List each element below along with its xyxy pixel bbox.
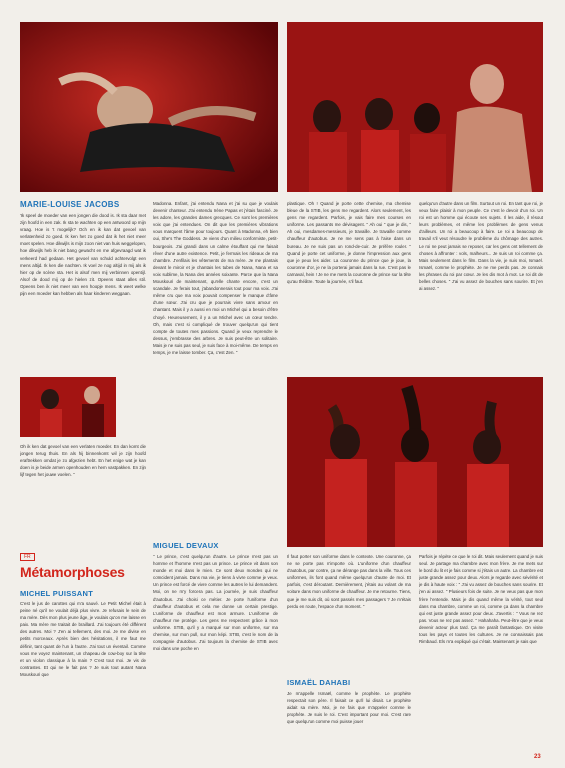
text-col4-bottom: Parfois je répète ce que le roi dit. Mais seulement quand je suis seul. Je partage ma chambre avec mon frère. Je me mets sur le bord du lit et je fais comme si j'étais un autre. La chambre est juste grande assez pour deux. Alors je regarde avec sévérité et je dis à haute voix : " J'ai vu assez de bouches sans sourire. Et j'en ai assez. " Plusieurs fois de suite. Je ne veux pas que mon frère l'entende. Mais je dis quand même la vérité, tout seul dans ma chambre, comme un roi, comme ça dans la chambre qui est juste grande assez pour deux. J'avertis : " Vous ne rez pas. Vous ne rez pas assez. " Hahahaha. Peut-être que je veux devenir acteur plus tard. Ça me paraît fantastique. On visite tous les pays et toutes les cultures. Je ne connaissais pas Rimbaud. Els m'a expliqué qui c'était. Maintenant je sais que bbox=[419, 554, 543, 645]
heading-marie-louise: MARIE-LOUISE JACOBS bbox=[20, 200, 120, 209]
rubric-badge: FR bbox=[20, 553, 35, 561]
photo-group-four bbox=[287, 22, 543, 192]
text-col4-top: quelqu'un d'autre dans un film. Surtout un roi. En tant que roi, je veux faire plaisir à mon peuple. Ce c'est le devoir d'un roi. Un roi est un homme qui écoute ses sujets. Il les aide, il résout leurs problèmes, et même les problèmes de gens venus d'ailleurs. Un roi a beaucoup à faire. Le roi a beaucoup de travail s'il veut résoudre le problème du chômage des autres. Le roi ne peut jamais se reposer, car les gens ont tellement de choses à affronter : vols, malheurs... Je suis un roi comme ça. Mais seulement dans le film. Dans la vie, je suis moi, Ismaël. Ismaël, comme le prophète. Je ne me perds pas. Je connais les phrases du roi par cœur. Je les dis mot à mot. Le roi dit de belles choses. " J'ai vu assez de bouches sans sourire. Et j'en ai assez. " bbox=[419, 201, 543, 292]
photo-man-lying-image bbox=[20, 22, 278, 192]
heading-ismael: ISMAËL DAHABI bbox=[287, 678, 351, 687]
heading-michel-puissant: MICHEL PUISSANT bbox=[20, 589, 94, 598]
photo-three-women-image bbox=[287, 377, 543, 547]
text-col3-bottom: Il faut porter son uniforme dans le contexte. Une couronne, ça ne se porte pas n'importe où. L'uniforme d'un chauffeur d'autobus, par contre, ça ne dérange pas dans la ville. Tous ces uniformes, ils font quand même quelqu'un d'autre de moi. Et parfois, c'est déroutant. Dernièrement, j'étais au volant de ma voiture dans mon uniforme de chauffeur. Je me retourne. Tiens, que je me suis dit, où sont passés mes passagers ? Je m'étais perdu en route, l'espace d'un moment. " bbox=[287, 554, 411, 609]
photo-man-lying bbox=[20, 22, 278, 192]
text-michel-puissant: C'est le jus de carottes qui m'a sauvé. Le Petit Michel était à peine né qu'il ne voulait déjà plus vivre. Je refusais le sein de ma mère. Dès mon plus jeune âge, je voulais qu'on me laisse en paix. Ma mère me traitait de braillard. J'ai toujours été différent des autres. Moi ? J'en ai tellement, des moi. Je me divise en petits morceaux. Après bien des hésitations, il me faut me définir, tant quant de l'un à l'autre. J'ai tout un éventail. Comme vous me voyez maintenant, un chapeau de cow-boy sur la tête et un violon classique à la main ? C'est tout moi. Je vis de contrastes. Et qui ne le fait pas ? Je suis tout autant Nana Mouskouri que bbox=[20, 601, 146, 677]
text-col3-top: plastique. Oh ! Quand je porte cette chemise, ma chemise bleue de la STIB, les gens me regardent. Alors seulement, les gens me regardent. Parfois, je vais faire mes courses en uniforme. Les passants me dévisagent. " Ah oui " que je dis, " Ah oui, mesdames-messieurs, je travaille. Je travaille comme chauffeur d'autobus. Je ne me sens pas à l'aise dans un bureau. Je ne suis pas un rond-de-cuir. Je préfère rouler. " Quand je porte cet uniforme, je donne l'impression aux gens que je peux les aider. La couronne du prince que je joue, la couronne d'or, je ne la porterai jamais dans la rue. C'est pas le carnaval, hein ! Je ne me mets la couronne de prince sur la tête qu'au théâtre. Toute la journée, s'il faut. bbox=[287, 201, 411, 285]
heading-miguel: MIGUEL DEVAUX bbox=[153, 541, 219, 550]
page-number: 23 bbox=[534, 754, 541, 760]
text-marie-louise: 'Ik speel de moeder van een jongen die dood is. Ik sta daar met zijn hoofd in een zak. Ik sta te wachten op een antwoord op mijn vraag. Hoe is 't mogelijk? Och en ik kan dat gevoel van verlatenheid zo goed. Ik ken het zo goed dat ik het niet meer moet spelen. Hoe dikwijls is mijn zoon niet van huis weggelopen, hoe dikwijls heb ik niet bang gewacht en me afgevraagd wat ik verkeerd had gedaan. Het gevoel van schuld achtervolgt een mens altijd. Ik ken die nachten. Ik voel ze nog altijd in mij als ik hier op de scène sta. Het is alsof men mij verbinnen opentijl. Alsof de dood mij op de hielen zit. Opeens staat alles stil. Opeens ben ik niet meer van een hoopje mens. Ik weet welke pijn een moeder kan hebben als haar kinderen weggaan. bbox=[20, 213, 146, 297]
photo-group-four-image bbox=[287, 22, 543, 192]
page-title: Métamorphoses bbox=[20, 564, 125, 580]
text-madonna: Madonna. Enfant, j'ai entendu Nana et j'ai su que je voulais devenir chanteur. J'ai entendu Irène Papas et j'étais fasciné. Je les adore, les grandes dames grecques. Ce sont les premières voix que j'ai entendues. On dit que les premières vibrations vous marquent l'âme pour toujours. Quant à Madonna, eh bien oui, She's The Goddess. Je viens d'un milieu conformiste, petit-bourgeois. J'ai grandi dans un calme étouffant qui me faisait rêver d'une autre existence. Petit, je fermais les rideaux de ma chambre. J'enfilais les vêtements de ma mère. Je me plantais devant le miroir et je chantais les tubes de Nana, Nana et sa voix sublime, la Nana des années soixante. Parce que la Nana Mouskouri de maintenant, qu'elle chante encore, c'est un scandale. Je ferais tout, j'abandonnerais tout pour ma voix. J'ai même cru que ma voix pouvait compenser le manque d'âme d'une sœur. J'ai cru que je pourrais vivre sans amour en chantant. Mais il y a aussi en moi un Michel qui a besoin d'être choyé. Heureusement, il y a un Michel avec un cœur tendre. Oh, mais c'est si compliqué de trouver quelqu'un qui tient compte de toutes mes passions. Quand je veux reprendre le dessus, j'embrasse des arbres. Je suis peut-être un solitaire. Mais je ne suis pas seul, je suis face à moi-même. De temps en temps, je me laisse tomber. Ça, c'est Zen. " bbox=[153, 201, 278, 355]
photo-two-figures bbox=[20, 377, 116, 437]
photo-three-women bbox=[287, 377, 543, 547]
text-ismael: Je m'appelle Ismaël, comme le prophète. Le prophète respectait son père. Il faisait ce qu'il lui disait. Le prophète aidait sa mère. Moi, je ne fais que m'appeler comme le prophète. Je suis le roi. C'est important pour moi. C'est rare que quelqu'un comme moi puisse jouer bbox=[287, 691, 411, 725]
text-marie-louise-2: Oh ik ken dat gevoel van een verlaten moeder. En dan komt die jongen terug thuis. En als hij binnenkomt wil je zijn hoofd eraftrekken omdat je zo afgezien hebt. En het enige wat je kan doen is je beide armen openhouden en hem vastpakken. En zijn lijf tegen het jouwe voelen. " bbox=[20, 444, 146, 478]
photo-two-figures-image bbox=[20, 377, 116, 437]
text-miguel: " Le prince, c'est quelqu'un d'autre. Le prince n'est pas un homme et l'homme n'est pas un prince. Le prince vit dans son monde et moi dans le mien. Ce sont deux mondes qui ne coïncident jamais. Dans ma vie, je tiens à vivre comme je veux. Un prince est forcé de vivre comme les autres le lui demandent. Moi, on ne m'y forcera pas. La journée, je suis chauffeur d'autobus. J'ai choisi ce métier. Je porte l'uniforme d'un chauffeur d'autobus et cela me donne un certain prestige. L'uniforme de chauffeur est mon armure. L'uniforme de chauffeur me protège. Les gens me respectent grâce à mon uniforme. STIB, qu'il y a marqué sur mon uniforme, sur ma chemise, sur mon pull, sur mon képi. STIB, c'est le nom de la compagnie d'autobus. J'ai toujours la chemise de STIB avec moi dans une poche en bbox=[153, 554, 278, 652]
